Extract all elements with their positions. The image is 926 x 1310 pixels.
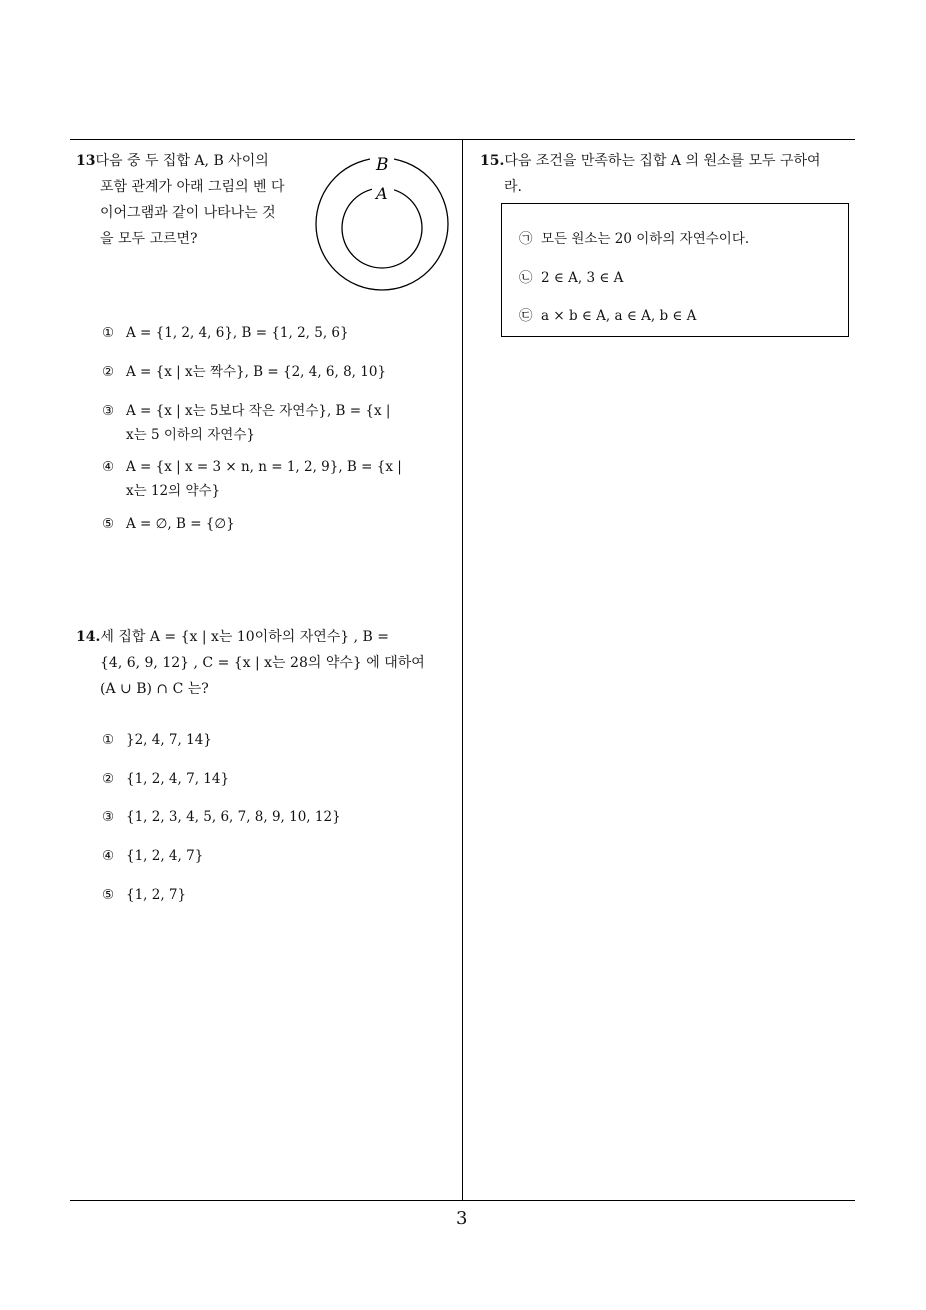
q13-option-3[interactable]: ③ A = {x | x는 5보다 작은 자연수}, B = {x | x는 5 이하의 자연수} xyxy=(102,403,391,443)
q13-option-1[interactable]: ① A = {1, 2, 4, 6}, B = {1, 2, 5, 6} xyxy=(102,325,349,341)
q14-option-2[interactable]: ② {1, 2, 4, 7, 14} xyxy=(102,771,230,787)
q13-option-4[interactable]: ④ A = {x | x = 3 × n, n = 1, 2, 9}, B = {x | x는 12의 약수} xyxy=(102,459,402,499)
question-14-line-1: 14.세 집합 A = {x | x는 10이하의 자연수} , B = xyxy=(76,629,389,645)
q14-option-1[interactable]: ① }2, 4, 7, 14} xyxy=(102,732,212,748)
q15-condition-2: ㉡ 2 ∈ A, 3 ∈ A xyxy=(519,270,624,286)
question-14-line-2: {4, 6, 9, 12} , C = {x | x는 28의 약수} 에 대하여 xyxy=(100,655,425,671)
question-13-line-1: 13다음 중 두 집합 A, B 사이의 xyxy=(76,153,269,169)
q15-condition-1: ㉠ 모든 원소는 20 이하의 자연수이다. xyxy=(519,231,750,247)
page-number: 3 xyxy=(456,1208,468,1229)
question-13 xyxy=(76,148,306,252)
venn-diagram xyxy=(310,148,460,296)
question-14-number: 14. xyxy=(76,629,101,645)
question-13-number: 13 xyxy=(76,153,96,169)
venn-label-B: B xyxy=(376,155,389,175)
venn-outer-circle-B xyxy=(316,158,448,290)
q14-option-3[interactable]: ③ {1, 2, 3, 4, 5, 6, 7, 8, 9, 10, 12} xyxy=(102,809,341,825)
question-13-line-2: 포함 관계가 아래 그림의 벤 다 xyxy=(100,179,285,195)
question-14-line-3: (A ∪ B) ∩ C 는? xyxy=(100,681,209,697)
q13-option-2[interactable]: ② A = {x | x는 짝수}, B = {2, 4, 6, 8, 10} xyxy=(102,364,387,380)
q13-option-5[interactable]: ⑤ A = ∅, B = {∅} xyxy=(102,516,235,532)
question-15-number: 15. xyxy=(480,153,505,169)
question-13-line-3: 이어그램과 같이 나타나는 것 xyxy=(100,205,276,221)
q14-option-5[interactable]: ⑤ {1, 2, 7} xyxy=(102,887,187,903)
question-15-line-1: 15.다음 조건을 만족하는 집합 A 의 원소를 모두 구하여 xyxy=(480,153,821,169)
venn-label-A: A xyxy=(376,184,388,203)
question-13-line-4: 을 모두 고르면? xyxy=(100,231,198,247)
question-15-line-2: 라. xyxy=(504,179,522,195)
q14-option-4[interactable]: ④ {1, 2, 4, 7} xyxy=(102,848,204,864)
question-15 xyxy=(480,148,865,200)
column-divider xyxy=(462,139,463,1201)
q15-condition-3: ㉢ a × b ∈ A, a ∈ A, b ∈ A xyxy=(519,308,697,324)
question-14 xyxy=(76,624,458,702)
